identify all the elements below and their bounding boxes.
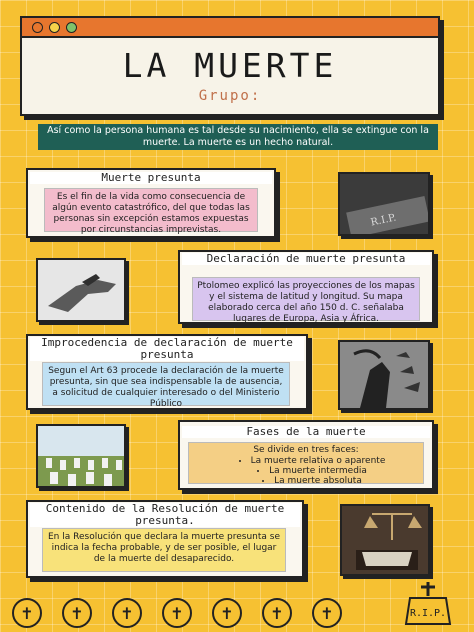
coffin-cross-icon: ✝ bbox=[162, 598, 192, 628]
rip-stone-text: R.I.P. bbox=[369, 212, 398, 229]
section-title: Contenido de la Resolución de muerte presunta. bbox=[30, 503, 300, 527]
window-dot-2 bbox=[49, 22, 60, 33]
list-item: • La muerte relativa o aparente bbox=[205, 456, 419, 466]
cemetery-photo bbox=[36, 424, 126, 488]
coffin-rip-text: R.I.P. bbox=[409, 608, 447, 619]
section-contenido bbox=[26, 500, 304, 578]
section-title: Improcedencia de declaración de muerte presunta bbox=[30, 337, 304, 361]
section-body: Es el fin de la vida como consecuencia de algún evento catastrófico, del que todas las personas sin excepción estamos expuestas por circunstancias imprevistas. bbox=[44, 188, 258, 232]
header-window bbox=[20, 16, 440, 116]
coffin-cross-icon: ✝ bbox=[212, 598, 242, 628]
fases-list bbox=[193, 456, 419, 486]
justice-photo bbox=[340, 504, 430, 576]
tombstone-photo bbox=[338, 172, 430, 236]
section-muerte-presunta bbox=[26, 168, 276, 238]
section-title: Fases de la muerte bbox=[182, 426, 430, 438]
section-title: Declaración de muerte presunta bbox=[182, 253, 430, 265]
window-dot-3 bbox=[66, 22, 77, 33]
window-title-bar bbox=[22, 18, 438, 38]
section-declaracion bbox=[178, 250, 434, 324]
section-body: Ptolomeo explicó las proyecciones de los mapas y el sistema de latitud y longitud. Su mapa elaborado cerca del año 150 d. C. señalaba lugares de Europa, Asia y África. bbox=[192, 277, 420, 321]
coffin-cross-icon: ✝ bbox=[12, 598, 42, 628]
intro-banner: Así como la persona humana es tal desde su nacimiento, ella se extingue con la muerte. La muerte es un hecho natural. bbox=[38, 124, 438, 150]
section-improcedencia bbox=[26, 334, 308, 410]
reaper-photo bbox=[338, 340, 430, 410]
coffin-cross-icon: ✝ bbox=[112, 598, 142, 628]
list-item: • La muerte intermedia bbox=[205, 466, 419, 476]
coffin-cross-icon: ✝ bbox=[312, 598, 342, 628]
coffin-cross-icon: ✝ bbox=[62, 598, 92, 628]
window-dot-1 bbox=[32, 22, 43, 33]
section-title: Muerte presunta bbox=[30, 172, 272, 184]
group-label: Grupo: bbox=[198, 88, 262, 104]
page-title: LA MUERTE bbox=[122, 46, 338, 85]
section-body bbox=[188, 442, 424, 484]
section-fases bbox=[178, 420, 434, 490]
hand-photo bbox=[36, 258, 126, 322]
fases-intro: Se divide en tres faces: bbox=[253, 445, 359, 455]
rip-coffin-icon bbox=[400, 580, 456, 628]
section-body: En la Resolución que declara la muerte presunta se indica la fecha probable, y de ser posible, el lugar de la muerte del desaparecido. bbox=[42, 528, 286, 572]
coffin-cross-icon: ✝ bbox=[262, 598, 292, 628]
list-item: • La muerte absoluta bbox=[205, 476, 419, 486]
section-body: Segun el Art 63 procede la declaración de la muerte presunta, sin que sea indispensable la de ausencia, a solicitud de cualquier interesado o del Ministerio Público bbox=[42, 362, 290, 406]
